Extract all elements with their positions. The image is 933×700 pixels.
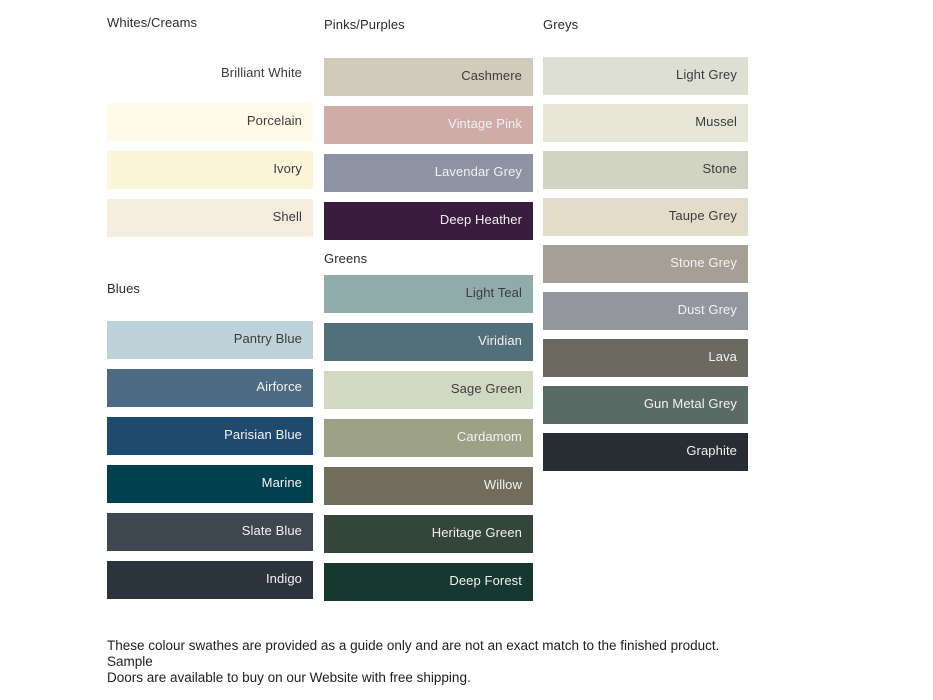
swatch-label-porcelain: Porcelain (246, 113, 302, 128)
swatch-lava (543, 339, 748, 377)
swatch-label-lava: Lava (708, 349, 737, 364)
swatch-label-heritage-green: Heritage Green (431, 525, 522, 540)
swatch-indigo (107, 561, 313, 599)
swatch-willow (324, 467, 533, 505)
swatch-label-sage-green: Sage Green (450, 381, 522, 396)
swatch-label-taupe-grey: Taupe Grey (668, 208, 737, 223)
column-greys (543, 0, 748, 480)
section-title-blues: Blues (107, 281, 141, 296)
swatch-mussel (543, 104, 748, 142)
swatch-label-cashmere: Cashmere (461, 68, 522, 83)
section-title-greens: Greens (324, 251, 368, 266)
swatch-label-parisian-blue: Parisian Blue (224, 427, 302, 442)
swatch-label-deep-heather: Deep Heather (439, 212, 522, 227)
swatch-label-airforce: Airforce (256, 379, 302, 394)
section-greens (324, 250, 533, 601)
swatch-gun-metal-grey (543, 386, 748, 424)
swatch-label-slate-blue: Slate Blue (241, 523, 302, 538)
swatch-label-indigo: Indigo (265, 571, 302, 586)
section-title-whites-creams: Whites/Creams (107, 15, 198, 30)
swatch-label-brilliant-white: Brilliant White (221, 65, 302, 80)
swatch-cardamom (324, 419, 533, 457)
section-whites-creams (107, 14, 313, 237)
section-greys (543, 16, 748, 471)
swatch-porcelain (107, 103, 313, 141)
swatch-label-viridian: Viridian (478, 333, 522, 348)
column-whites-blues (107, 0, 313, 609)
swatch-viridian (324, 323, 533, 361)
swatch-shell (107, 199, 313, 237)
swatch-deep-heather (324, 202, 533, 240)
swatch-label-light-teal: Light Teal (465, 285, 522, 300)
swatch-label-graphite: Graphite (686, 443, 737, 458)
swatch-slate-blue (107, 513, 313, 551)
disclaimer-line-1: These colour swathes are provided as a guide only and are not an exact match to the finished product. Sample (107, 638, 727, 669)
swatch-label-marine: Marine (261, 475, 302, 490)
swatch-label-stone: Stone (702, 161, 737, 176)
swatch-ivory (107, 151, 313, 189)
swatch-vintage-pink (324, 106, 533, 144)
swatch-label-stone-grey: Stone Grey (670, 255, 737, 270)
section-title-pinks-purples: Pinks/Purples (324, 17, 405, 32)
section-pinks-purples (324, 16, 533, 240)
swatch-label-willow: Willow (483, 477, 522, 492)
swatch-airforce (107, 369, 313, 407)
swatch-brilliant-white (107, 55, 313, 93)
swatch-pantry-blue (107, 321, 313, 359)
swatch-label-vintage-pink: Vintage Pink (448, 116, 522, 131)
swatch-label-gun-metal-grey: Gun Metal Grey (643, 396, 737, 411)
section-blues (107, 280, 313, 599)
swatch-light-grey (543, 57, 748, 95)
swatch-stone-grey (543, 245, 748, 283)
swatch-deep-forest (324, 563, 533, 601)
swatch-lavendar-grey (324, 154, 533, 192)
disclaimer-text (107, 638, 762, 686)
swatch-sage-green (324, 371, 533, 409)
swatch-parisian-blue (107, 417, 313, 455)
swatch-label-pantry-blue: Pantry Blue (233, 331, 302, 346)
swatch-label-dust-grey: Dust Grey (677, 302, 737, 317)
swatch-label-light-grey: Light Grey (676, 67, 737, 82)
swatch-label-cardamom: Cardamom (456, 429, 522, 444)
swatch-taupe-grey (543, 198, 748, 236)
swatch-cashmere (324, 58, 533, 96)
swatch-light-teal (324, 275, 533, 313)
swatch-label-ivory: Ivory (273, 161, 302, 176)
swatch-label-shell: Shell (272, 209, 302, 224)
section-title-greys: Greys (543, 17, 579, 32)
disclaimer-line-2: Doors are available to buy on our Website with free shipping. (107, 670, 471, 685)
swatch-label-deep-forest: Deep Forest (449, 573, 522, 588)
swatch-graphite (543, 433, 748, 471)
swatch-label-lavendar-grey: Lavendar Grey (434, 164, 522, 179)
column-pinks-greens (324, 0, 533, 611)
swatch-heritage-green (324, 515, 533, 553)
swatch-dust-grey (543, 292, 748, 330)
swatch-stone (543, 151, 748, 189)
swatch-label-mussel: Mussel (695, 114, 737, 129)
swatch-marine (107, 465, 313, 503)
